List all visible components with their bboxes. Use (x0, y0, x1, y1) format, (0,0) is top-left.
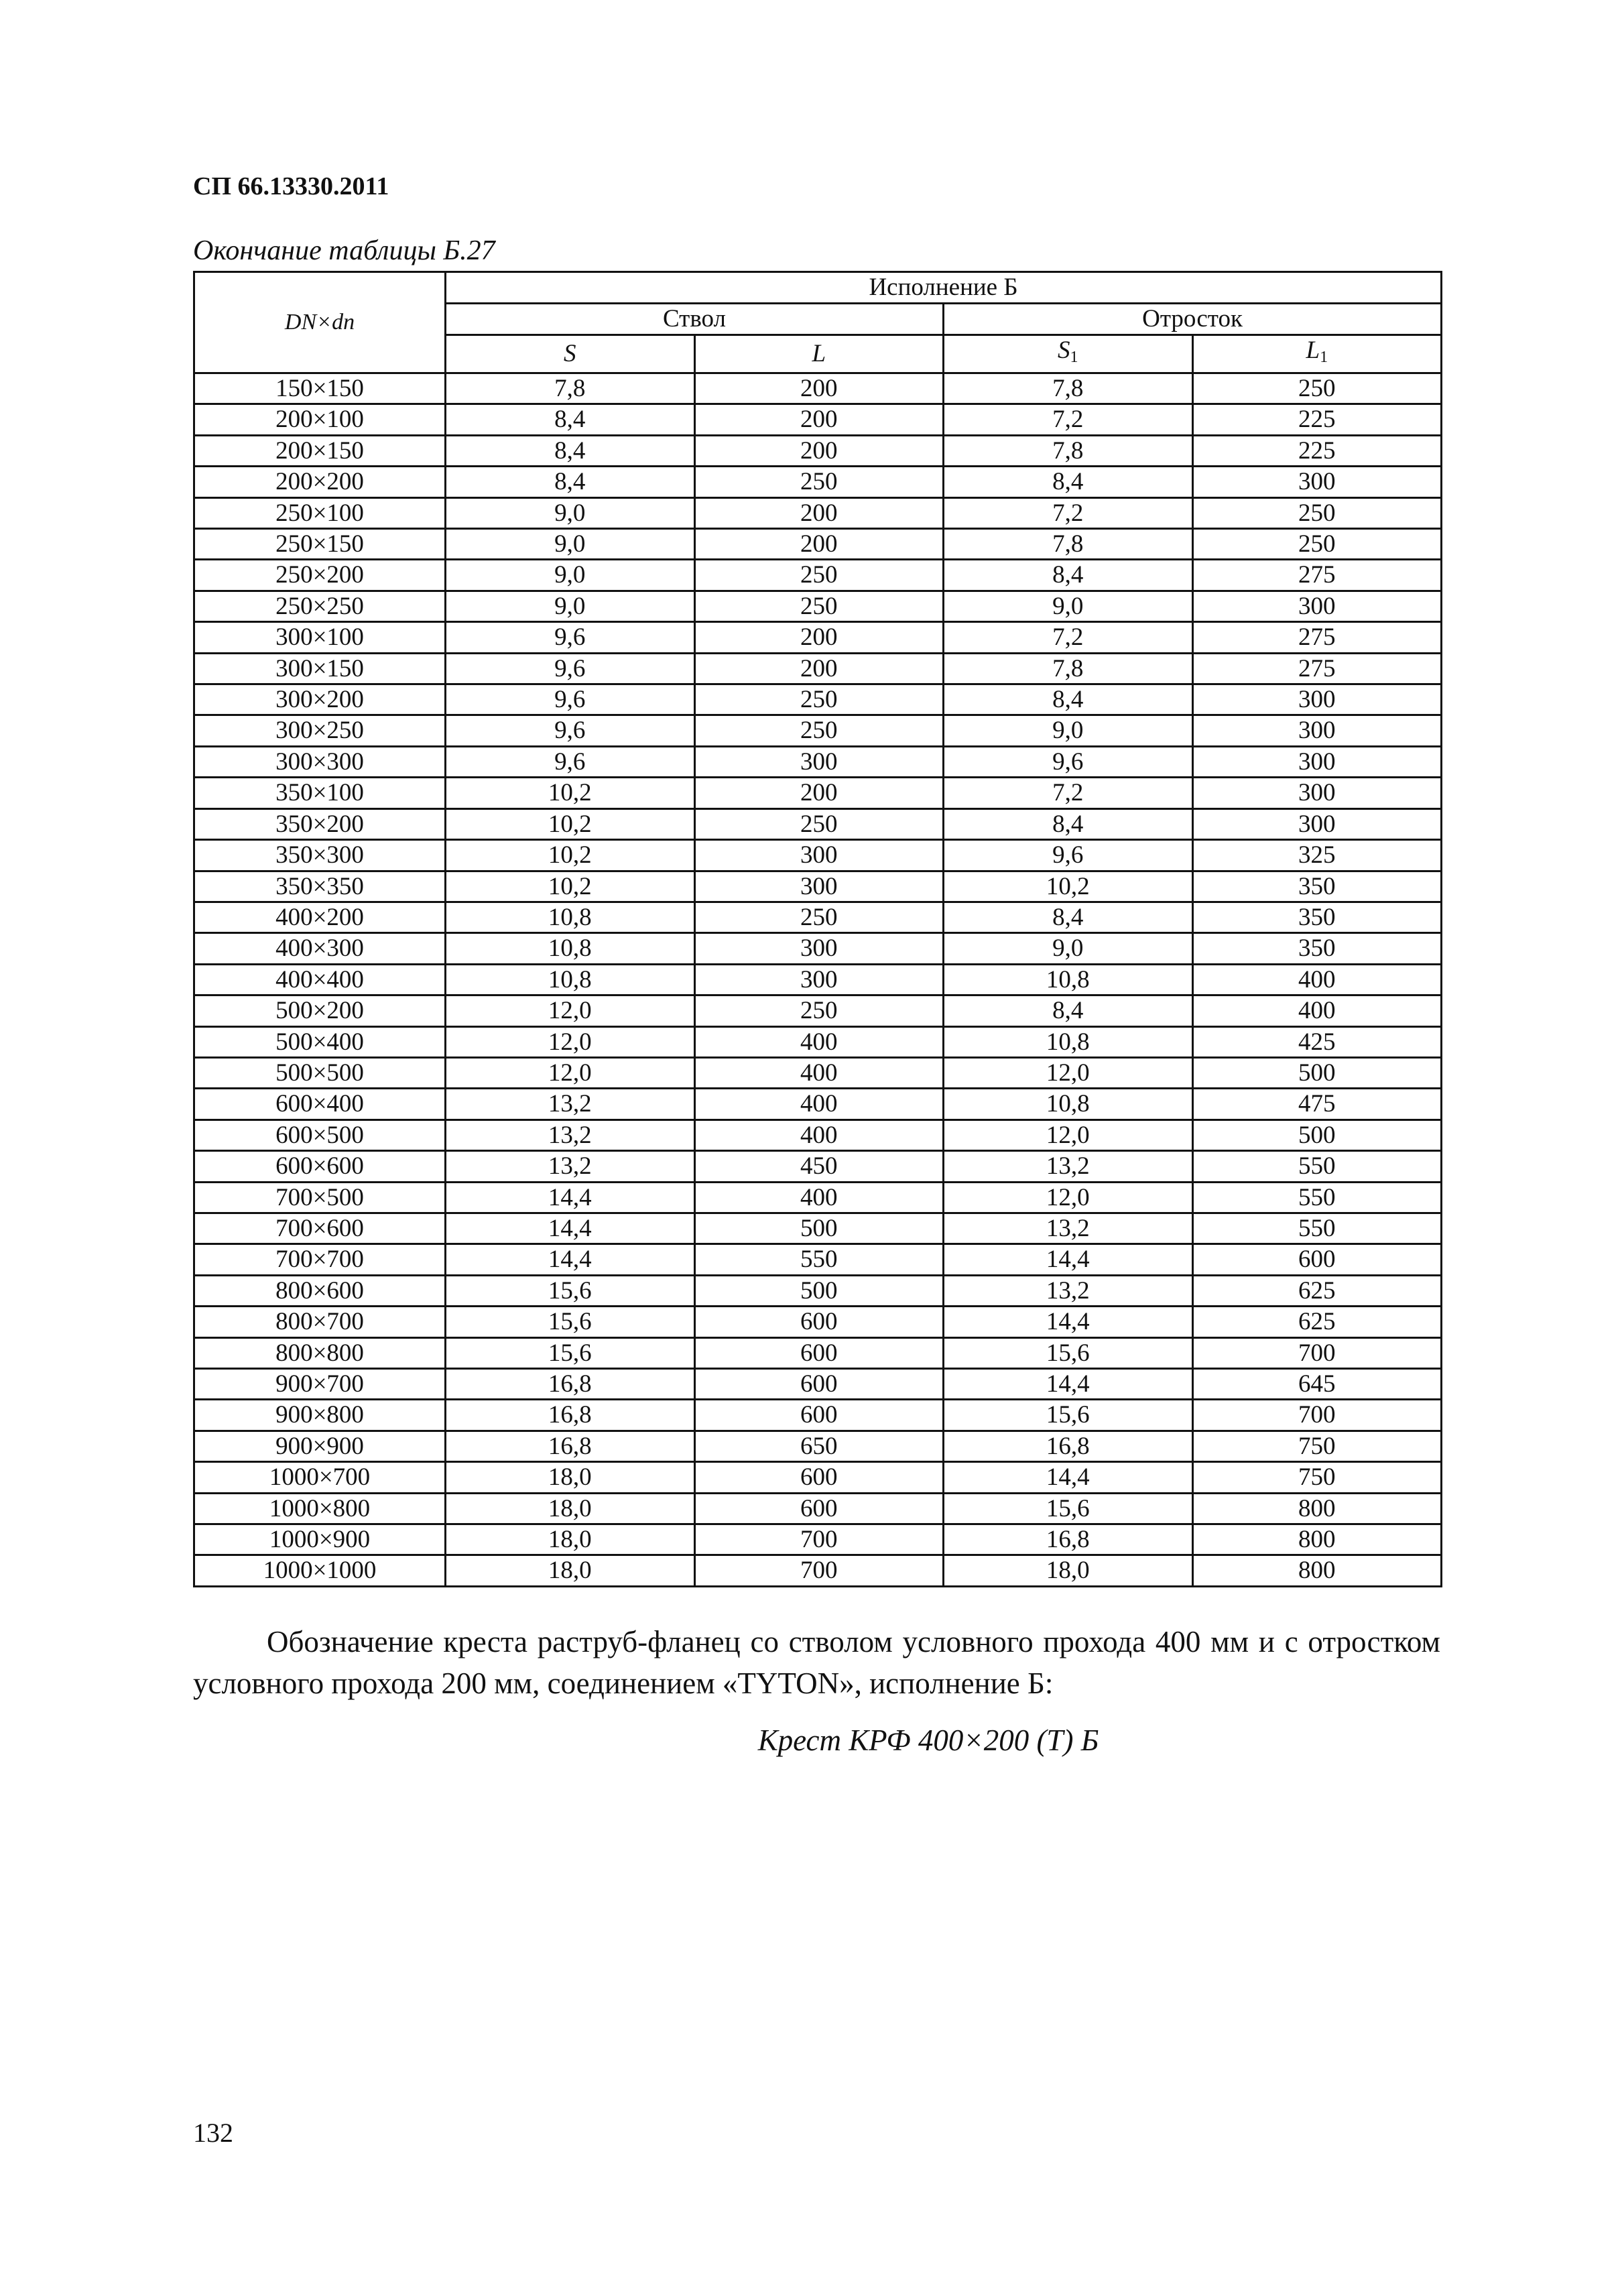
table-row (194, 1431, 1442, 1461)
l-cell: 200 (694, 404, 944, 435)
s1-cell: 7,8 (944, 435, 1193, 466)
dn-cell: 800×800 (194, 1337, 446, 1368)
header-branch: Отросток (944, 304, 1442, 335)
s-cell: 9,0 (446, 591, 695, 621)
l1-cell: 500 (1192, 1120, 1442, 1150)
table-row (194, 1213, 1442, 1244)
s1-cell: 14,4 (944, 1369, 1193, 1400)
dn-cell: 500×200 (194, 995, 446, 1026)
table-row (194, 871, 1442, 902)
table-row (194, 560, 1442, 591)
l1-cell: 800 (1192, 1524, 1442, 1555)
s1-cell: 15,6 (944, 1400, 1193, 1431)
l-cell: 200 (694, 778, 944, 808)
s1-cell: 9,6 (944, 840, 1193, 871)
s1-cell: 15,6 (944, 1493, 1193, 1524)
l-cell: 600 (694, 1307, 944, 1337)
dn-cell: 600×500 (194, 1120, 446, 1150)
table-row (194, 1089, 1442, 1120)
page-number: 132 (193, 2118, 233, 2148)
s1-cell: 10,8 (944, 964, 1193, 995)
l1-cell: 475 (1192, 1089, 1442, 1120)
l1-cell: 625 (1192, 1275, 1442, 1306)
table-row (194, 840, 1442, 871)
l-cell: 250 (694, 467, 944, 497)
s-cell: 9,6 (446, 653, 695, 684)
dn-cell: 250×250 (194, 591, 446, 621)
l1-cell: 800 (1192, 1555, 1442, 1586)
table-row (194, 1555, 1442, 1586)
s1-cell: 13,2 (944, 1213, 1193, 1244)
s1-cell: 16,8 (944, 1431, 1193, 1461)
table-row (194, 529, 1442, 560)
s-cell: 10,2 (446, 778, 695, 808)
s-cell: 18,0 (446, 1555, 695, 1586)
l-cell: 250 (694, 995, 944, 1026)
l-cell: 250 (694, 808, 944, 839)
l1-cell: 600 (1192, 1244, 1442, 1275)
s-cell: 10,2 (446, 808, 695, 839)
l-cell: 300 (694, 933, 944, 964)
l1-cell: 350 (1192, 933, 1442, 964)
l1-cell: 300 (1192, 467, 1442, 497)
dn-cell: 1000×800 (194, 1493, 446, 1524)
table-row (194, 435, 1442, 466)
l1-cell: 700 (1192, 1337, 1442, 1368)
s-cell: 9,0 (446, 497, 695, 528)
l-cell: 200 (694, 435, 944, 466)
dn-cell: 350×100 (194, 778, 446, 808)
l-cell: 400 (694, 1026, 944, 1057)
s1-cell: 7,8 (944, 373, 1193, 404)
table-row (194, 591, 1442, 621)
s1-cell: 10,2 (944, 871, 1193, 902)
header-l1-symbol: L (1306, 337, 1320, 364)
s1-cell: 8,4 (944, 560, 1193, 591)
s1-cell: 14,4 (944, 1462, 1193, 1493)
s1-cell: 12,0 (944, 1182, 1193, 1213)
l1-cell: 250 (1192, 497, 1442, 528)
l-cell: 500 (694, 1213, 944, 1244)
l1-cell: 550 (1192, 1151, 1442, 1182)
l-cell: 200 (694, 497, 944, 528)
dn-cell: 600×600 (194, 1151, 446, 1182)
l-cell: 300 (694, 840, 944, 871)
document-code: СП 66.13330.2011 (193, 172, 389, 200)
dn-cell: 300×100 (194, 622, 446, 653)
s-cell: 18,0 (446, 1524, 695, 1555)
table-row (194, 778, 1442, 808)
s-cell: 9,0 (446, 529, 695, 560)
l-cell: 700 (694, 1524, 944, 1555)
dn-cell: 350×350 (194, 871, 446, 902)
dn-cell: 200×100 (194, 404, 446, 435)
l1-cell: 225 (1192, 435, 1442, 466)
l-cell: 600 (694, 1462, 944, 1493)
s1-cell: 8,4 (944, 808, 1193, 839)
l-cell: 250 (694, 902, 944, 932)
s1-cell: 12,0 (944, 1057, 1193, 1088)
s1-cell: 14,4 (944, 1244, 1193, 1275)
s1-cell: 8,4 (944, 995, 1193, 1026)
header-trunk: Ствол (446, 304, 944, 335)
dn-cell: 400×200 (194, 902, 446, 932)
s-cell: 9,6 (446, 746, 695, 777)
l-cell: 250 (694, 684, 944, 715)
dn-cell: 300×250 (194, 715, 446, 746)
dn-cell: 900×700 (194, 1369, 446, 1400)
l1-cell: 275 (1192, 653, 1442, 684)
dn-cell: 900×900 (194, 1431, 446, 1461)
s1-cell: 7,2 (944, 622, 1193, 653)
dn-cell: 900×800 (194, 1400, 446, 1431)
s-cell: 16,8 (446, 1400, 695, 1431)
header-l1-subscript: 1 (1320, 349, 1328, 366)
l1-cell: 400 (1192, 995, 1442, 1026)
dn-cell: 700×500 (194, 1182, 446, 1213)
s1-cell: 14,4 (944, 1307, 1193, 1337)
l1-cell: 700 (1192, 1400, 1442, 1431)
header-s1-symbol: S (1058, 337, 1070, 364)
table-row (194, 404, 1442, 435)
table-row (194, 1337, 1442, 1368)
dn-cell: 500×500 (194, 1057, 446, 1088)
header-l: L (694, 335, 944, 373)
s1-cell: 18,0 (944, 1555, 1193, 1586)
table-row (194, 1244, 1442, 1275)
dn-cell: 700×700 (194, 1244, 446, 1275)
l-cell: 600 (694, 1400, 944, 1431)
l1-cell: 350 (1192, 902, 1442, 932)
dn-cell: 500×400 (194, 1026, 446, 1057)
s-cell: 7,8 (446, 373, 695, 404)
l-cell: 300 (694, 871, 944, 902)
s-cell: 9,0 (446, 560, 695, 591)
l-cell: 400 (694, 1120, 944, 1150)
s1-cell: 9,0 (944, 591, 1193, 621)
l-cell: 250 (694, 715, 944, 746)
s-cell: 10,8 (446, 964, 695, 995)
l-cell: 250 (694, 560, 944, 591)
s-cell: 14,4 (446, 1182, 695, 1213)
s-cell: 14,4 (446, 1244, 695, 1275)
s-cell: 13,2 (446, 1151, 695, 1182)
s1-cell: 8,4 (944, 684, 1193, 715)
s1-cell: 13,2 (944, 1151, 1193, 1182)
dn-cell: 150×150 (194, 373, 446, 404)
dn-cell: 250×150 (194, 529, 446, 560)
l-cell: 400 (694, 1057, 944, 1088)
l-cell: 500 (694, 1275, 944, 1306)
s1-cell: 13,2 (944, 1275, 1193, 1306)
s-cell: 16,8 (446, 1431, 695, 1461)
s-cell: 9,6 (446, 715, 695, 746)
l1-cell: 400 (1192, 964, 1442, 995)
s-cell: 15,6 (446, 1307, 695, 1337)
s-cell: 8,4 (446, 467, 695, 497)
l1-cell: 300 (1192, 715, 1442, 746)
l-cell: 600 (694, 1337, 944, 1368)
dn-cell: 350×300 (194, 840, 446, 871)
table-row (194, 1493, 1442, 1524)
spec-table (193, 271, 1442, 1587)
dn-cell: 1000×1000 (194, 1555, 446, 1586)
l1-cell: 300 (1192, 778, 1442, 808)
table-row (194, 373, 1442, 404)
header-s: S (446, 335, 695, 373)
s-cell: 10,8 (446, 902, 695, 932)
s-cell: 13,2 (446, 1120, 695, 1150)
header-l1 (1192, 335, 1442, 373)
dn-cell: 1000×700 (194, 1462, 446, 1493)
l1-cell: 750 (1192, 1431, 1442, 1461)
dn-cell: 800×700 (194, 1307, 446, 1337)
l-cell: 600 (694, 1369, 944, 1400)
s-cell: 9,6 (446, 684, 695, 715)
table-row (194, 497, 1442, 528)
table-body (194, 373, 1442, 1587)
s-cell: 8,4 (446, 404, 695, 435)
s-cell: 18,0 (446, 1493, 695, 1524)
table-row (194, 1182, 1442, 1213)
l-cell: 650 (694, 1431, 944, 1461)
s-cell: 9,6 (446, 622, 695, 653)
s1-cell: 7,2 (944, 497, 1193, 528)
l1-cell: 300 (1192, 591, 1442, 621)
s-cell: 12,0 (446, 995, 695, 1026)
table-row (194, 1120, 1442, 1150)
table-row (194, 746, 1442, 777)
s-cell: 10,8 (446, 933, 695, 964)
dn-cell: 1000×900 (194, 1524, 446, 1555)
designation-paragraph: Обозначение креста раструб-фланец со стволом условного прохода 400 мм и с отростком условного прохода 200 мм, соединением «TYTON», исполнение Б: (193, 1625, 1440, 1700)
table-row (194, 902, 1442, 932)
table-row (194, 1026, 1442, 1057)
dn-cell: 600×400 (194, 1089, 446, 1120)
l1-cell: 625 (1192, 1307, 1442, 1337)
l-cell: 300 (694, 746, 944, 777)
l1-cell: 275 (1192, 622, 1442, 653)
l1-cell: 300 (1192, 684, 1442, 715)
l-cell: 400 (694, 1089, 944, 1120)
table-row (194, 1151, 1442, 1182)
l-cell: 250 (694, 591, 944, 621)
table-row (194, 684, 1442, 715)
s-cell: 13,2 (446, 1089, 695, 1120)
s1-cell: 12,0 (944, 1120, 1193, 1150)
header-execution-b: Исполнение Б (446, 272, 1442, 304)
dn-cell: 300×150 (194, 653, 446, 684)
dn-cell: 300×200 (194, 684, 446, 715)
s1-cell: 15,6 (944, 1337, 1193, 1368)
table-row (194, 1524, 1442, 1555)
l1-cell: 250 (1192, 529, 1442, 560)
l1-cell: 350 (1192, 871, 1442, 902)
dn-cell: 400×400 (194, 964, 446, 995)
l1-cell: 750 (1192, 1462, 1442, 1493)
l1-cell: 800 (1192, 1493, 1442, 1524)
s-cell: 16,8 (446, 1369, 695, 1400)
table-row (194, 933, 1442, 964)
s1-cell: 9,6 (944, 746, 1193, 777)
table-row (194, 1057, 1442, 1088)
s1-cell: 7,8 (944, 529, 1193, 560)
dn-cell: 700×600 (194, 1213, 446, 1244)
header-s1 (944, 335, 1193, 373)
l-cell: 200 (694, 622, 944, 653)
l1-cell: 225 (1192, 404, 1442, 435)
s1-cell: 7,8 (944, 653, 1193, 684)
table-row (194, 964, 1442, 995)
dn-cell: 800×600 (194, 1275, 446, 1306)
table-row (194, 622, 1442, 653)
l-cell: 450 (694, 1151, 944, 1182)
l-cell: 400 (694, 1182, 944, 1213)
table-row (194, 1400, 1442, 1431)
l-cell: 300 (694, 964, 944, 995)
l1-cell: 425 (1192, 1026, 1442, 1057)
s1-cell: 10,8 (944, 1026, 1193, 1057)
dn-cell: 350×200 (194, 808, 446, 839)
table-row (194, 1307, 1442, 1337)
dn-cell: 250×100 (194, 497, 446, 528)
s1-cell: 7,2 (944, 404, 1193, 435)
s1-cell: 16,8 (944, 1524, 1193, 1555)
l1-cell: 300 (1192, 746, 1442, 777)
s-cell: 15,6 (446, 1275, 695, 1306)
s1-cell: 10,8 (944, 1089, 1193, 1120)
table-row (194, 467, 1442, 497)
l-cell: 200 (694, 373, 944, 404)
table-row (194, 715, 1442, 746)
s-cell: 18,0 (446, 1462, 695, 1493)
s1-cell: 9,0 (944, 933, 1193, 964)
table-row (194, 1275, 1442, 1306)
l-cell: 200 (694, 529, 944, 560)
l-cell: 700 (694, 1555, 944, 1586)
l1-cell: 250 (1192, 373, 1442, 404)
dn-cell: 200×200 (194, 467, 446, 497)
table-row (194, 1369, 1442, 1400)
l1-cell: 550 (1192, 1213, 1442, 1244)
s1-cell: 8,4 (944, 467, 1193, 497)
designation-example: Крест КРФ 400×200 (Т) Б (757, 1724, 1099, 1757)
s-cell: 15,6 (446, 1337, 695, 1368)
l-cell: 200 (694, 653, 944, 684)
s-cell: 8,4 (446, 435, 695, 466)
l1-cell: 325 (1192, 840, 1442, 871)
l1-cell: 275 (1192, 560, 1442, 591)
dn-cell: 250×200 (194, 560, 446, 591)
l1-cell: 550 (1192, 1182, 1442, 1213)
header-s1-subscript: 1 (1070, 349, 1078, 366)
s-cell: 14,4 (446, 1213, 695, 1244)
l-cell: 600 (694, 1493, 944, 1524)
l-cell: 550 (694, 1244, 944, 1275)
dn-cell: 300×300 (194, 746, 446, 777)
s-cell: 12,0 (446, 1026, 695, 1057)
l1-cell: 645 (1192, 1369, 1442, 1400)
s-cell: 10,2 (446, 871, 695, 902)
table-caption: Окончание таблицы Б.27 (193, 235, 495, 266)
s1-cell: 9,0 (944, 715, 1193, 746)
s-cell: 10,2 (446, 840, 695, 871)
table-row (194, 808, 1442, 839)
l1-cell: 300 (1192, 808, 1442, 839)
table-row (194, 995, 1442, 1026)
l1-cell: 500 (1192, 1057, 1442, 1088)
s-cell: 12,0 (446, 1057, 695, 1088)
table-row (194, 653, 1442, 684)
dn-cell: 400×300 (194, 933, 446, 964)
table-row (194, 1462, 1442, 1493)
header-dn: DN×dn (194, 272, 446, 373)
s1-cell: 8,4 (944, 902, 1193, 932)
s1-cell: 7,2 (944, 778, 1193, 808)
dn-cell: 200×150 (194, 435, 446, 466)
